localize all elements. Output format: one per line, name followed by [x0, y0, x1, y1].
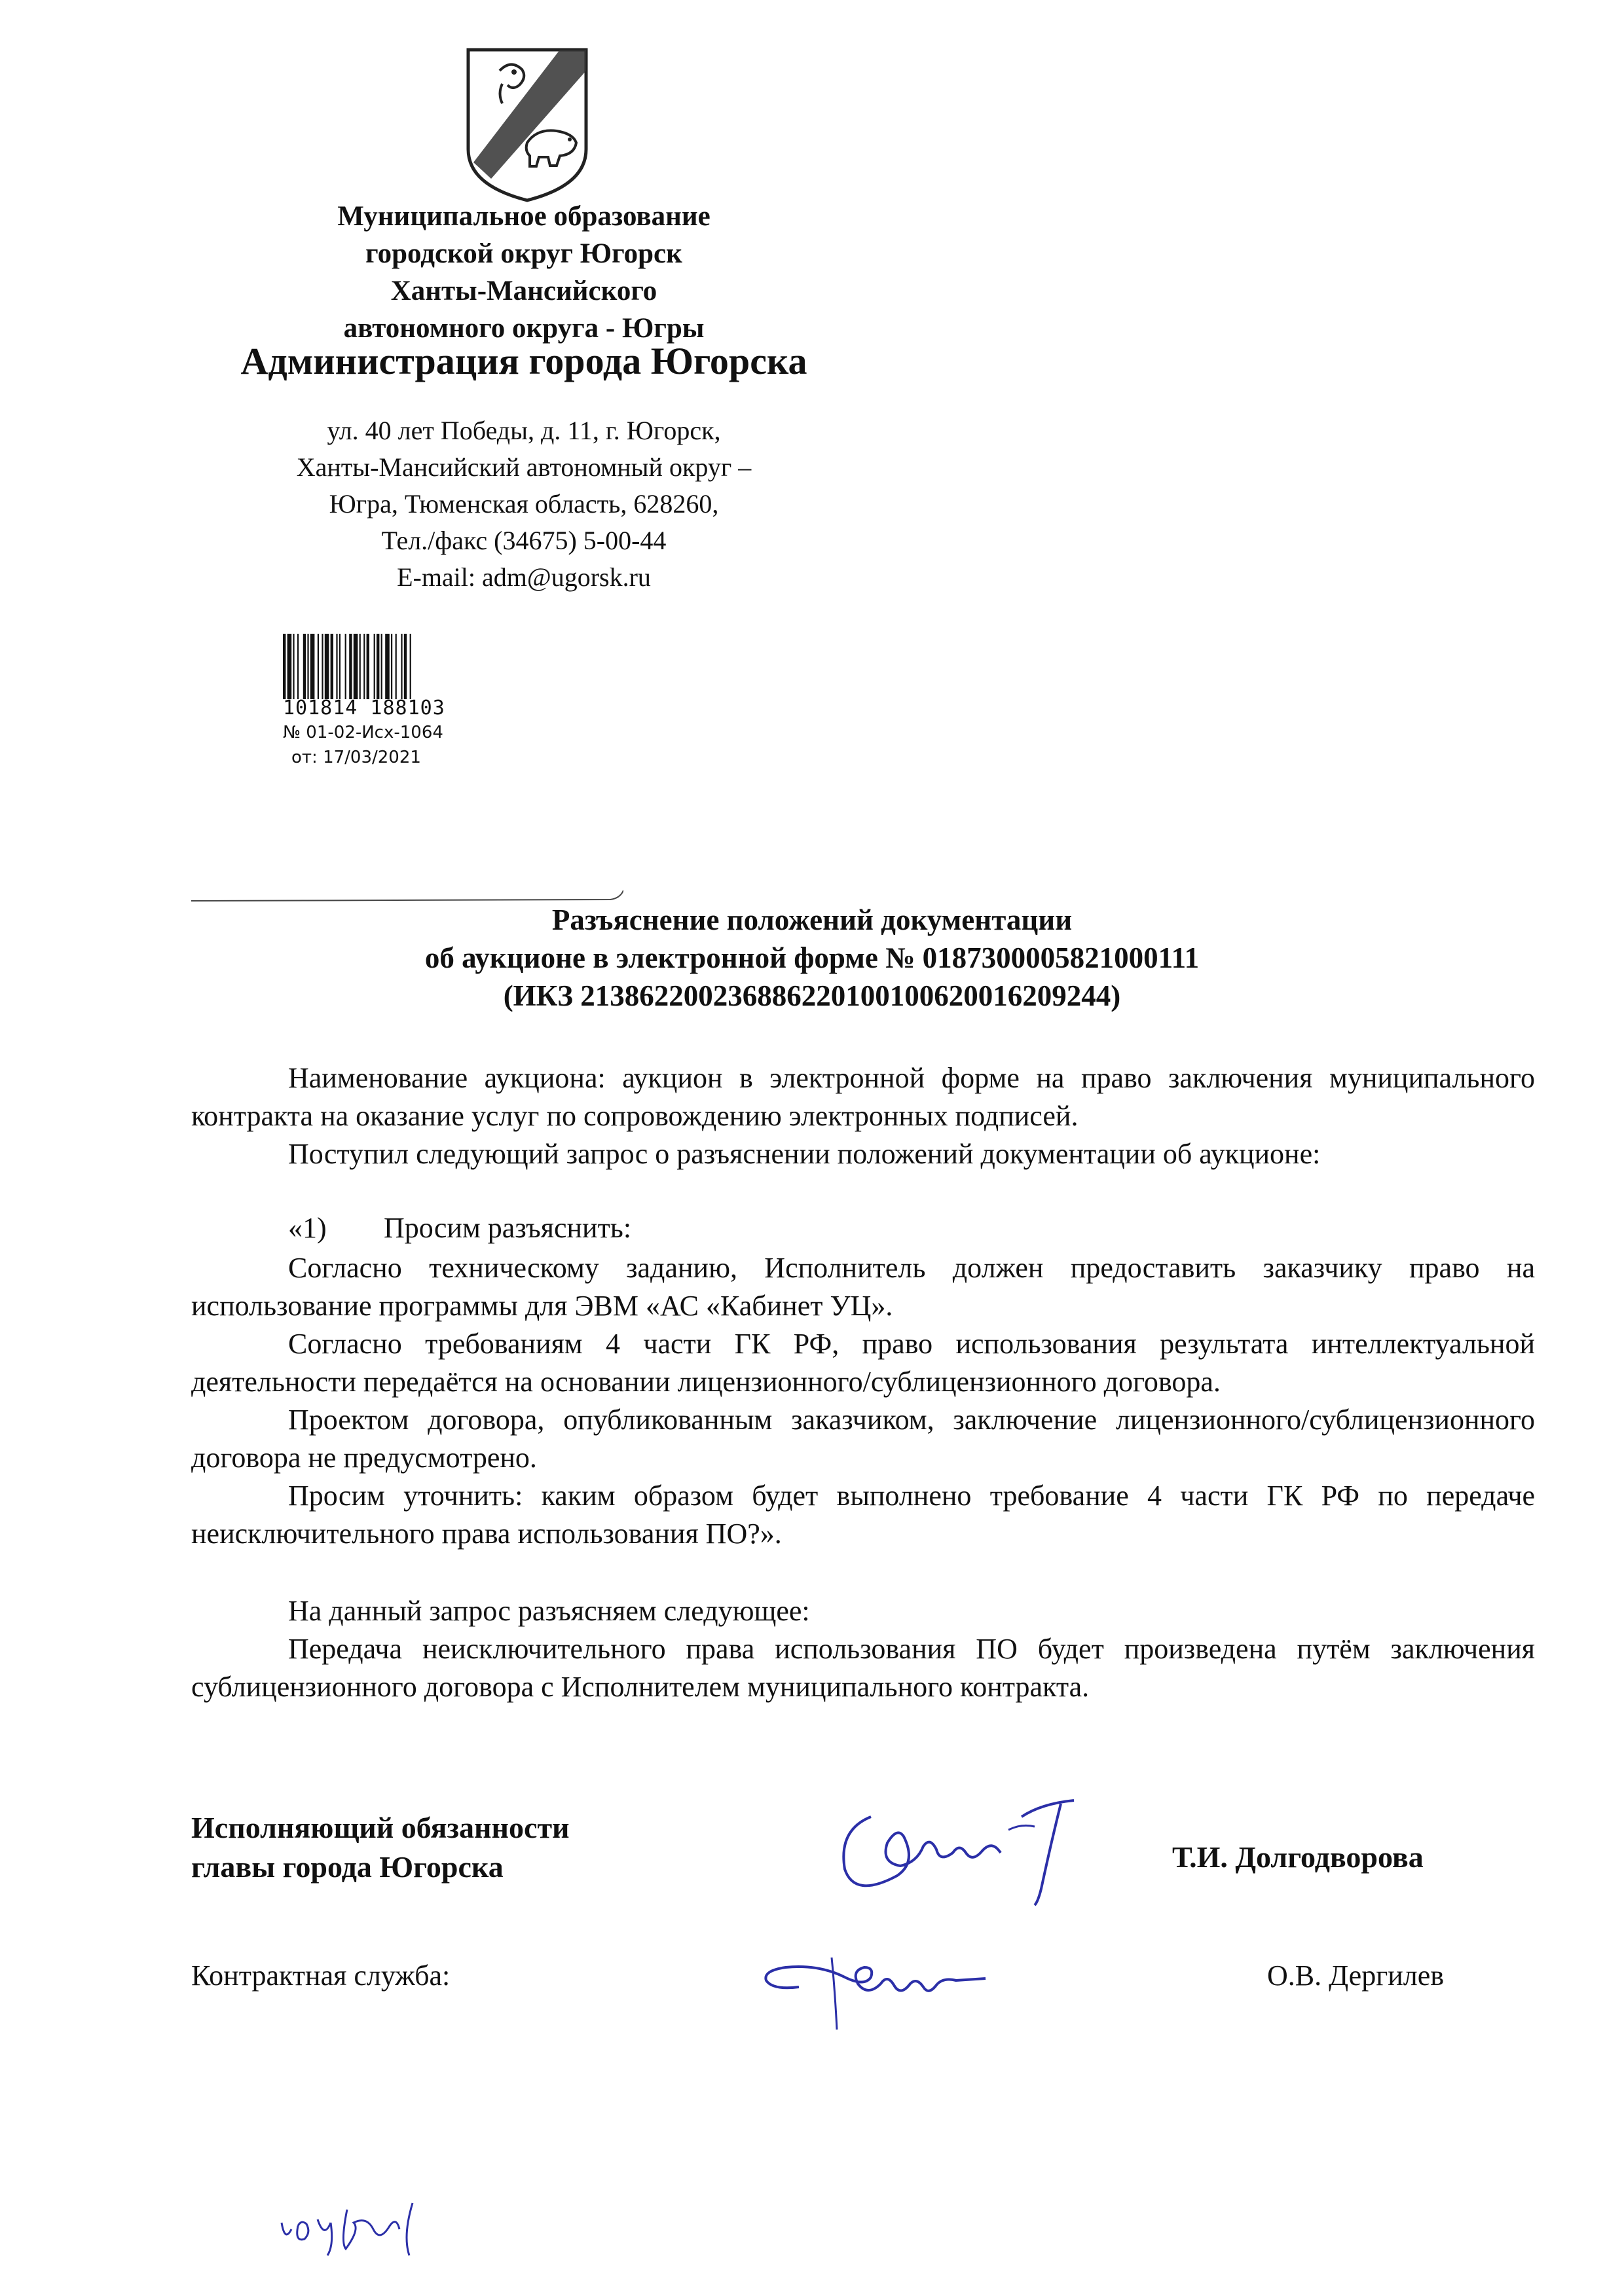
barcode-bar [349, 634, 352, 699]
org-line: городской округ Югорск [365, 238, 682, 269]
document-subject [196, 901, 1428, 1015]
barcode-bar [297, 634, 299, 699]
barcode-bar [345, 634, 346, 699]
barcode-bar [303, 634, 306, 699]
org-line: автономного округа - Югры [343, 313, 705, 344]
barcode-bar [360, 634, 361, 699]
organization-header [236, 198, 812, 347]
barcode-bar [410, 634, 411, 699]
administration-title: Администрация города Югорска [240, 340, 807, 382]
barcode-bar [354, 634, 358, 699]
request-item-text: Просим разъяснить: [384, 1212, 632, 1244]
handwritten-signature-contract [760, 1938, 995, 2036]
barcode-bar [331, 634, 333, 699]
barcode-bar [391, 634, 392, 699]
address-line: Тел./факс (34675) 5-00-44 [381, 526, 667, 555]
barcode-bar [404, 634, 407, 699]
contract-service-label: Контрактная служба: [191, 1959, 451, 1992]
barcode-bar [339, 634, 341, 699]
barcode-bar [336, 634, 337, 699]
barcode-bar [293, 634, 294, 699]
barcode-bar [363, 634, 365, 699]
handwritten-note [275, 2190, 458, 2262]
handwritten-signature-head [825, 1791, 1107, 1908]
position-line: главы города Югорска [191, 1850, 504, 1884]
address-line: Югра, Тюменская область, 628260, [329, 489, 719, 519]
barcode-bar [367, 634, 369, 699]
coat-of-arms-icon [462, 45, 593, 205]
barcode-bar [310, 634, 315, 699]
barcode-bar [381, 634, 382, 699]
barcode-bar [385, 634, 390, 699]
registration-date: от: 17/03/2021 [291, 748, 421, 767]
org-line: Муниципальное образование [337, 201, 710, 232]
subject-line: об аукционе в электронной форме № 0187300005821000111 [424, 941, 1200, 974]
paragraph-request-intro: Поступил следующий запрос о разъяснении положений документации об аукционе: [288, 1138, 1321, 1170]
contract-service-name: О.В. Дергилев [1267, 1959, 1445, 1992]
paragraph-answer-intro: На данный запрос разъясняем следующее: [288, 1595, 810, 1627]
org-line: Ханты-Мансийского [390, 276, 657, 306]
signatory-position [191, 1808, 570, 1887]
position-line: Исполняющий обязанности [191, 1811, 570, 1844]
barcode-number: 101814 188103 [283, 697, 445, 720]
address-block [229, 412, 819, 596]
barcode-bar [401, 634, 402, 699]
barcode-bar [396, 634, 397, 699]
address-line: ул. 40 лет Победы, д. 11, г. Югорск, [327, 416, 721, 445]
subject-line: Разъяснение положений документации [551, 903, 1073, 936]
paragraph-answer: Передача неисключительного права использования ПО будет произведена путём заключения сублицензионного договора с Исполнителем муниципального контракта. [191, 1633, 1535, 1703]
barcode-bar [318, 634, 319, 699]
subject-line: (ИКЗ 213862200236886220100100620016209244) [503, 979, 1121, 1012]
paragraph-request-1: Согласно техническому заданию, Исполнитель должен предоставить заказчику право на использование программы для ЭВМ «АС «Кабинет УЦ». [191, 1252, 1535, 1322]
paragraph-request-4: Просим уточнить: каким образом будет выполнено требование 4 части ГК РФ по передаче неисключительного права использования ПО?». [191, 1480, 1535, 1550]
paragraph-request-2: Согласно требованиям 4 части ГК РФ, право использования результата интеллектуальной деятельности передаётся на основании лицензионного/сублицензионного договора. [191, 1328, 1535, 1398]
barcode-icon [283, 634, 502, 699]
request-item-number: «1) [288, 1212, 327, 1244]
paragraph-auction-name: Наименование аукциона: аукцион в электронной форме на право заключения муниципального контракта на оказание услуг по сопровождению электронных подписей. [191, 1062, 1535, 1132]
email-line: E-mail: adm@ugorsk.ru [397, 562, 651, 592]
address-line: Ханты-Мансийский автономный округ – [296, 452, 752, 482]
barcode-bar [322, 634, 323, 699]
barcode-bar [307, 634, 308, 699]
barcode-bar [377, 634, 379, 699]
barcode-bar [325, 634, 329, 699]
barcode-bar [283, 634, 286, 699]
barcode-bar [374, 634, 375, 699]
barcode-bar [287, 634, 292, 699]
registration-number: № 01-02-Исх-1064 [283, 723, 443, 742]
paragraph-request-3: Проектом договора, опубликованным заказчиком, заключение лицензионного/сублицензионного договора не предусмотрено. [191, 1404, 1535, 1474]
signatory-name: Т.И. Долгодворова [1172, 1840, 1424, 1874]
